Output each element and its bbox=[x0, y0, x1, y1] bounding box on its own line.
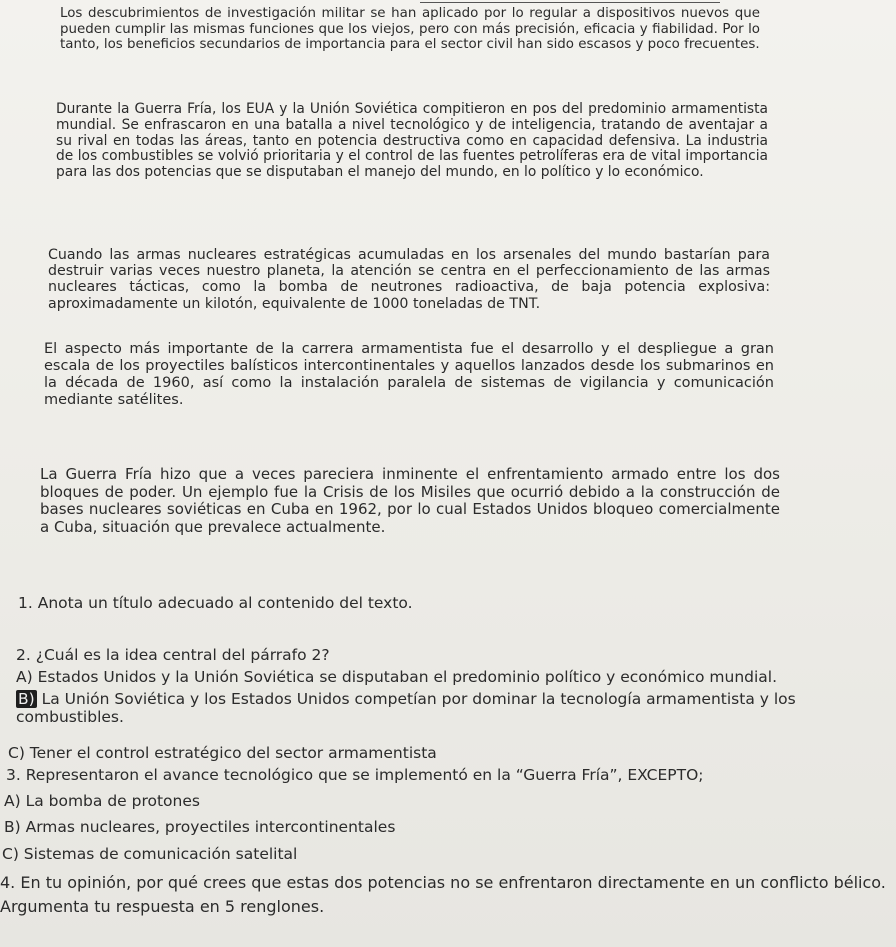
question-2-option-b-text: La Unión Soviética y los Estados Unidos competían por dominar la tecnología armamentista y los combustibles. bbox=[16, 690, 796, 726]
question-3-option-a: A) La bomba de protones bbox=[4, 792, 200, 810]
question-3-option-b: B) Armas nucleares, proyectiles intercontinentales bbox=[4, 818, 396, 836]
paragraph-5: La Guerra Fría hizo que a veces pareciera inminente el enfrentamiento armado entre los dos bloques de poder. Un ejemplo fue la Crisis de los Misiles que ocurrió debido a la construcción de bases nucleares soviéticas en Cuba en 1962, por lo cual Estados Unidos bloqueo comercialmente a Cuba, situación que prevalece actualmente. bbox=[40, 465, 780, 536]
question-4: 4. En tu opinión, por qué crees que estas dos potencias no se enfrentaron directamente en un conflicto bélico. Argumenta tu respuesta en 5 renglones. bbox=[0, 873, 886, 916]
paragraph-3: Cuando las armas nucleares estratégicas acumuladas en los arsenales del mundo bastarían para destruir varias veces nuestro planeta, la atención se centra en el perfeccionamiento de las armas nucleares tácticas, como la bomba de neutrones radioactiva, de baja potencia explosiva: aproximadamente un kilotón, equivalente de 1000 toneladas de TNT. bbox=[48, 247, 770, 312]
question-2-option-a: A) Estados Unidos y la Unión Soviética se disputaban el predominio político y económico mundial. bbox=[16, 668, 778, 686]
question-3: 3. Representaron el avance tecnológico que se implementó en la “Guerra Fría”, EXCEPTO; bbox=[6, 766, 704, 784]
question-2-option-b bbox=[16, 690, 886, 726]
question-2-option-c: C) Tener el control estratégico del sector armamentista bbox=[8, 744, 437, 762]
paragraph-1: Los descubrimientos de investigación militar se han aplicado por lo regular a dispositivos nuevos que pueden cumplir las mismas funciones que los viejos, pero con más precisión, eficacia y fiabilidad. Por lo tanto, los beneficios secundarios de importancia para el sector civil han sido escasos y poco frecuentes. bbox=[60, 6, 760, 53]
question-1: 1. Anota un título adecuado al contenido del texto. bbox=[18, 594, 413, 612]
question-3-option-c: C) Sistemas de comunicación satelital bbox=[2, 845, 298, 863]
paragraph-2: Durante la Guerra Fría, los EUA y la Unión Soviética compitieron en pos del predominio armamentista mundial. Se enfrascaron en una batalla a nivel tecnológico y de inteligencia, tratando de aventajar a su rival en todas las áreas, tanto en potencia destructiva como en capacidad defensiva. La industria de los combustibles se volvió prioritaria y el control de las fuentes petrolíferas era de vital importancia para las dos potencias que se disputaban el manejo del mundo, en lo político y lo económico. bbox=[56, 101, 768, 181]
paragraph-4: El aspecto más importante de la carrera armamentista fue el desarrollo y el despliegue a gran escala de los proyectiles balísticos intercontinentales y aquellos lanzados desde los submarinos en la década de 1960, así como la instalación paralela de sistemas de vigilancia y comunicación mediante satélites. bbox=[44, 341, 774, 408]
question-2: 2. ¿Cuál es la idea central del párrafo 2? bbox=[16, 646, 330, 664]
option-b-marked-letter: B) bbox=[18, 690, 35, 708]
header-rule bbox=[420, 2, 720, 3]
